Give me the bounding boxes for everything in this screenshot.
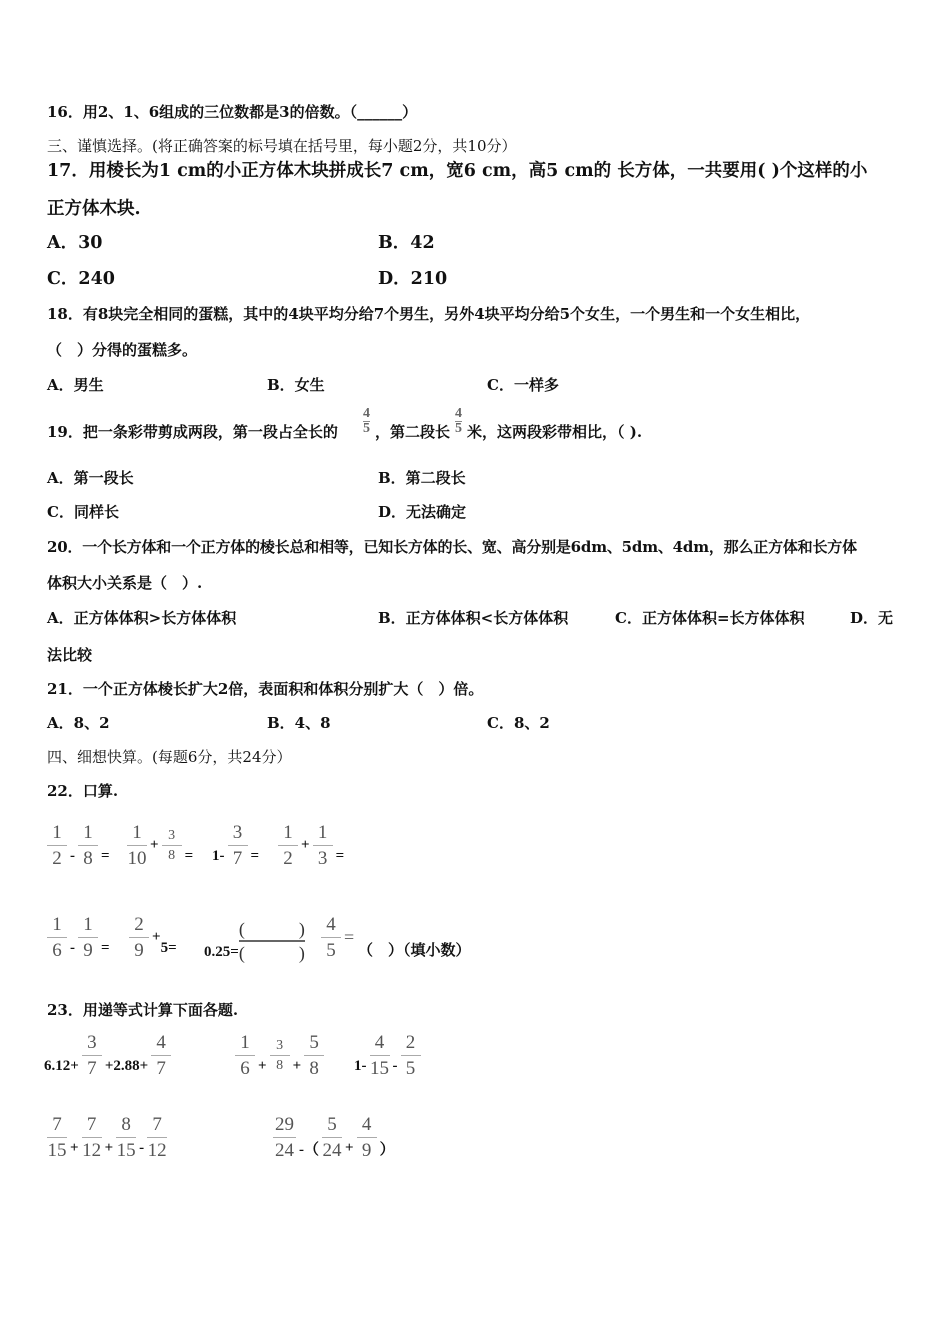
denominator: 2: [283, 848, 293, 869]
denominator: 9: [134, 940, 144, 961]
fraction: [357, 1114, 377, 1161]
option-21c[interactable]: C．8、2: [487, 714, 550, 732]
fraction-19b: [455, 407, 462, 436]
numerator: 3: [82, 1032, 102, 1056]
option-19b[interactable]: B．第二段长: [378, 469, 466, 487]
expression: [270, 1114, 395, 1161]
section-4-heading: 四、细想快算。(每题6分，共24分）: [47, 748, 292, 766]
denominator: 8: [83, 848, 93, 869]
expression: [44, 822, 110, 869]
numerator: 1: [78, 822, 98, 846]
denominator: 5: [326, 940, 336, 961]
operator: +: [70, 1140, 79, 1156]
option-19c[interactable]: C．同样长: [47, 503, 119, 521]
denominator: 8: [168, 848, 176, 863]
operator: -: [139, 1140, 145, 1156]
numerator: 1: [313, 822, 333, 846]
fraction: [47, 822, 67, 869]
fraction: [370, 1032, 390, 1079]
q22-last-expression: [318, 914, 354, 961]
numerator: 3: [228, 822, 248, 846]
denominator: 12: [82, 1140, 102, 1161]
question-19-part2: ，第二段长: [375, 423, 451, 441]
denominator: 5: [405, 1058, 416, 1079]
option-18b[interactable]: B．女生: [267, 376, 325, 394]
option-20c[interactable]: C．正方体体积=长方体体积: [615, 609, 805, 627]
numerator: 2: [401, 1032, 421, 1056]
numerator: 7: [47, 1114, 67, 1138]
numerator: 4: [151, 1032, 171, 1056]
numerator: 4: [357, 1114, 377, 1138]
numerator: 4: [321, 914, 341, 938]
denominator: 8: [276, 1058, 284, 1073]
fraction: [47, 1114, 67, 1161]
fraction: [278, 822, 298, 869]
operator: 1-: [212, 848, 225, 864]
operator: +: [104, 1140, 114, 1156]
question-23-title: 23．用递等式计算下面各题.: [47, 1001, 239, 1019]
numerator: 4: [363, 406, 370, 421]
question-22-title: 22．口算.: [47, 782, 119, 800]
denominator: 9: [361, 1140, 372, 1161]
operator: 6.12+: [44, 1058, 79, 1074]
paren: (: [238, 943, 245, 963]
option-21b[interactable]: B．4、8: [267, 714, 331, 732]
option-17a[interactable]: A．30: [47, 233, 103, 253]
denominator: 2: [52, 848, 62, 869]
denominator: 5: [455, 421, 462, 436]
fraction: [322, 1114, 342, 1161]
numerator: 7: [82, 1114, 102, 1138]
option-20a[interactable]: A．正方体体积>长方体体积: [47, 609, 237, 627]
numerator: 4: [370, 1032, 390, 1056]
denominator: 7: [232, 848, 243, 869]
section-3-heading: 三、谨慎选择。(将正确答案的标号填在括号里，每小题2分，共10分）: [47, 137, 517, 155]
fraction: [78, 822, 98, 869]
numerator: 1: [78, 914, 98, 938]
option-17d[interactable]: D．210: [378, 269, 448, 289]
fill-decimal-note[interactable]: （ ）（填小数）: [358, 941, 471, 959]
denominator: 24: [275, 1140, 294, 1161]
denominator: 12: [147, 1140, 167, 1161]
numerator: 3: [162, 828, 182, 846]
fraction-blank[interactable]: [239, 918, 305, 964]
fraction: [304, 1032, 324, 1079]
denominator: 15: [116, 1140, 136, 1161]
option-17b[interactable]: B．42: [378, 233, 435, 253]
operator: 1-: [354, 1058, 367, 1074]
numerator: 2: [129, 914, 149, 938]
fraction: [82, 1114, 102, 1161]
numerator: 4: [455, 406, 462, 421]
operator: =: [101, 848, 110, 864]
fraction-19a: [363, 407, 370, 436]
fraction: [129, 914, 149, 961]
fraction: [270, 1038, 290, 1073]
fraction: [228, 822, 248, 869]
numerator: 29: [273, 1114, 296, 1138]
numerator: 1: [127, 822, 147, 846]
operator: +: [301, 837, 310, 853]
paren: ): [298, 919, 305, 939]
fraction: [313, 822, 333, 869]
operator: +: [258, 1058, 267, 1074]
operator: +: [345, 1140, 354, 1156]
denominator: 8: [309, 1058, 319, 1079]
fraction: [116, 1114, 136, 1161]
fraction: [47, 914, 67, 961]
operator: =: [250, 848, 260, 864]
operator: =: [344, 927, 355, 947]
operator: =: [335, 848, 345, 864]
expression: [212, 822, 259, 869]
fraction: [82, 1032, 102, 1079]
denominator: 3: [317, 848, 328, 869]
question-21: 21．一个正方体棱长扩大2倍，表面积和体积分别扩大（ ）倍。: [47, 680, 484, 698]
numerator: 1: [235, 1032, 255, 1056]
numerator: 8: [116, 1114, 136, 1138]
fraction: [273, 1114, 296, 1161]
operator: =: [184, 848, 194, 864]
numerator: 1: [47, 914, 67, 938]
operator: -: [70, 848, 75, 864]
option-21a[interactable]: A．8、2: [47, 714, 110, 732]
option-18a[interactable]: A．男生: [47, 376, 104, 394]
expression: [124, 822, 193, 869]
option-20d-cont: 法比较: [47, 646, 93, 664]
fraction: [127, 822, 147, 869]
denominator: 15: [370, 1058, 389, 1079]
question-20-line1: 20．一个长方体和一个正方体的棱长总和相等，已知长方体的长、宽、高分别是6dm、5dm、4dm，那么正方体和长方体: [47, 538, 857, 556]
operator: +: [292, 1058, 302, 1074]
fraction: [321, 914, 341, 961]
operator: ）: [379, 1142, 395, 1158]
decimal-prefix: 0.25=: [204, 943, 239, 960]
operator: +2.88+: [104, 1058, 149, 1074]
denominator: 5: [363, 421, 370, 436]
paren: (: [238, 919, 245, 939]
operator: +: [150, 837, 159, 853]
numerator: 1: [47, 822, 67, 846]
operator: 5=: [160, 940, 177, 956]
expression: [232, 1032, 327, 1079]
paren: ): [298, 943, 305, 963]
fraction: [147, 1114, 167, 1161]
question-17-line1: 17．用棱长为1 cm的小正方体木块拼成长7 cm，宽6 cm，高5 cm的 长方体，一共要用( )个这样的小: [47, 161, 868, 181]
operator: -（: [299, 1142, 319, 1158]
fraction: [235, 1032, 255, 1079]
numerator: 1: [278, 822, 298, 846]
numerator: 5: [322, 1114, 342, 1138]
option-19a[interactable]: A．第一段长: [47, 469, 134, 487]
denominator: 24: [322, 1140, 342, 1161]
expression: [275, 822, 344, 869]
fraction: [151, 1032, 171, 1079]
expression: [354, 1032, 424, 1079]
denominator: 6: [240, 1058, 250, 1079]
fraction: [401, 1032, 421, 1079]
operator: +: [152, 929, 161, 945]
operator: -: [70, 940, 75, 956]
operator: -: [392, 1058, 398, 1074]
fraction: [162, 828, 182, 863]
fraction: [78, 914, 98, 961]
question-17-line2: 正方体木块.: [47, 199, 141, 219]
question-16: 16．用2、1、6组成的三位数都是3的倍数。（______）: [47, 103, 418, 121]
denominator: 9: [83, 940, 93, 961]
question-19-part3: 米，这两段彩带相比，（ ).: [467, 423, 643, 441]
operator: =: [101, 940, 110, 956]
numerator: 5: [304, 1032, 324, 1056]
decimal-blank-expression: [204, 918, 305, 964]
question-20-line2: 体积大小关系是（ ）.: [47, 574, 203, 592]
denominator: 7: [156, 1058, 166, 1079]
option-20d[interactable]: D．无: [850, 609, 894, 627]
denominator: 15: [47, 1140, 67, 1161]
numerator: 7: [147, 1114, 167, 1138]
denominator: 10: [127, 848, 147, 869]
option-20b[interactable]: B．正方体体积<长方体体积: [378, 609, 569, 627]
option-19d[interactable]: D．无法确定: [378, 503, 467, 521]
option-18c[interactable]: C．一样多: [487, 376, 559, 394]
expression: [44, 914, 110, 961]
denominator: 7: [87, 1058, 97, 1079]
option-17c[interactable]: C．240: [47, 269, 115, 289]
question-18-line1: 18．有8块完全相同的蛋糕，其中的4块平均分给7个男生，另外4块平均分给5个女生，一个男生和一个女生相比，: [47, 305, 811, 323]
expression: [126, 914, 177, 961]
question-19-part1: 19．把一条彩带剪成两段，第一段占全长的: [47, 423, 338, 441]
question-18-line2: （ ）分得的蛋糕多。: [47, 341, 198, 359]
numerator: 3: [270, 1038, 290, 1056]
expression: [44, 1032, 174, 1079]
denominator: 6: [52, 940, 62, 961]
expression: [44, 1114, 170, 1161]
